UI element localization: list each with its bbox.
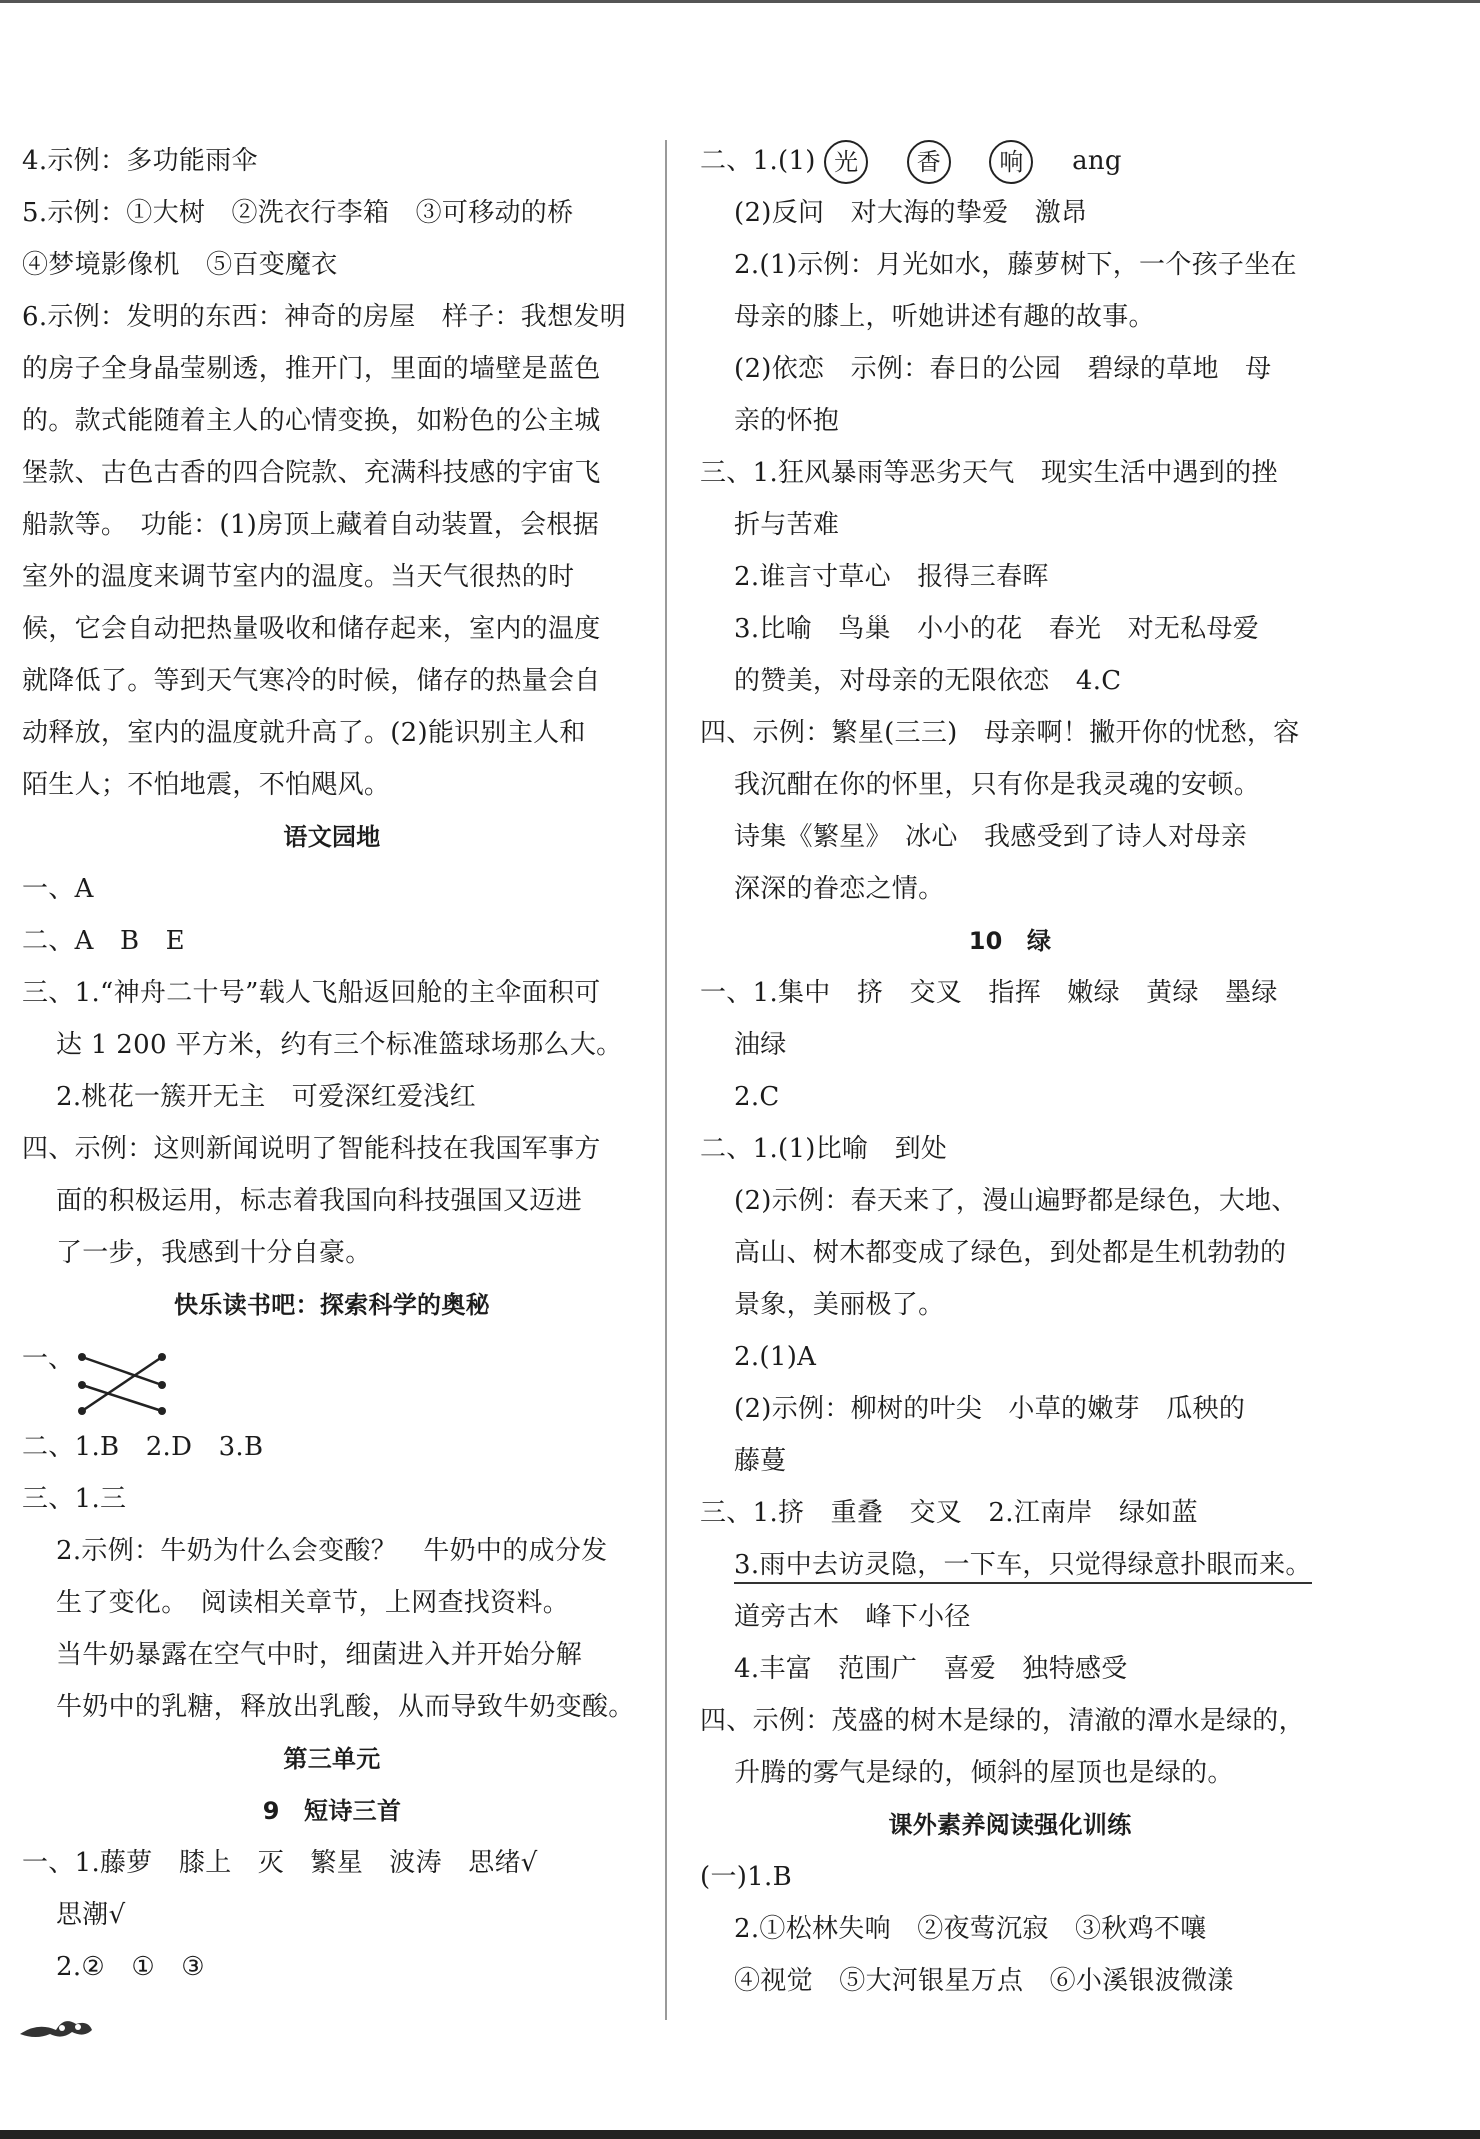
answer-line: ④梦境影像机 ⑤百变魔衣: [22, 250, 338, 280]
answer-line: 了一步，我感到十分自豪。: [56, 1238, 372, 1268]
answer-line: (2)反问 对大海的挚爱 激昂: [734, 198, 1088, 228]
answer-line: 动释放，室内的温度就升高了。(2)能识别主人和: [22, 718, 586, 748]
circled-character: 光: [824, 140, 868, 184]
answer-line: ④视觉 ⑤大河银星万点 ⑥小溪银波微漾: [734, 1966, 1234, 1996]
answer-line: 一、1.藤萝 膝上 灭 繁星 波涛 思绪√: [22, 1848, 538, 1878]
answer-line: 二、1.B 2.D 3.B: [22, 1432, 264, 1462]
answer-line: 深深的眷恋之情。: [734, 874, 945, 904]
answer-line: 道旁古木 峰下小径: [734, 1602, 971, 1632]
answer-line: 的赞美，对母亲的无限依恋 4.C: [734, 666, 1122, 696]
top-rule: [0, 0, 1480, 3]
answer-line: 2.谁言寸草心 报得三春晖: [734, 562, 1049, 592]
answer-line: 景象，美丽极了。: [734, 1290, 945, 1320]
section-heading: 快乐读书吧：探索科学的奥秘: [174, 1291, 490, 1319]
matching-lines-diagram: [40, 1341, 180, 1421]
section-heading: 语文园地: [283, 823, 381, 851]
left-column: [22, 135, 642, 1993]
match-line: [82, 1357, 162, 1385]
answer-prefix: 二、1.(1): [700, 146, 816, 176]
match-line: [82, 1385, 162, 1411]
answer-line: 2.①松林失响 ②夜莺沉寂 ③秋鸡不嚷: [734, 1914, 1207, 1944]
answer-line: 4.示例：多功能雨伞: [22, 146, 258, 176]
circled-character: 香: [907, 140, 951, 184]
answer-line: 牛奶中的乳糖，释放出乳酸，从而导致牛奶变酸。: [56, 1692, 635, 1722]
answer-line: 就降低了。等到天气寒冷的时候，储存的热量会自: [22, 666, 601, 696]
answer-line: 2.(1)示例：月光如水，藤萝树下，一个孩子坐在: [734, 250, 1297, 280]
answer-line: 的。款式能随着主人的心情变换，如粉色的公主城: [22, 406, 601, 436]
answer-line: 3.比喻 鸟巢 小小的花 春光 对无私母爱: [734, 614, 1260, 644]
answer-line: 4.丰富 范围广 喜爱 独特感受: [734, 1654, 1128, 1684]
answer-line: 三、1.挤 重叠 交叉 2.江南岸 绿如蓝: [700, 1498, 1198, 1528]
answer-line: 四、示例：茂盛的树木是绿的，清澈的潭水是绿的，: [700, 1706, 1305, 1736]
matching-prefix: 一、: [22, 1344, 75, 1374]
answer-line: 思潮√: [56, 1900, 126, 1930]
answer-line: 2.桃花一簇开无主 可爱深红爱浅红: [56, 1082, 476, 1112]
answer-line: 三、1.“神舟二十号”载人飞船返回舱的主伞面积可: [22, 978, 601, 1008]
answer-line: (一)1.B: [700, 1862, 793, 1892]
answer-line: 陌生人；不怕地震，不怕飓风。: [22, 770, 391, 800]
answer-line: 候，它会自动把热量吸收和储存起来，室内的温度: [22, 614, 601, 644]
answer-line: 2.示例：牛奶为什么会变酸？ 牛奶中的成分发: [56, 1536, 608, 1566]
bottom-rule: [0, 2130, 1480, 2139]
answer-line: 油绿: [734, 1030, 787, 1060]
answer-line: 一、1.集中 挤 交叉 指挥 嫩绿 黄绿 墨绿: [700, 978, 1278, 1008]
answer-line: 堡款、古色古香的四合院款、充满科技感的宇宙飞: [22, 458, 601, 488]
answer-line: 藤蔓: [734, 1446, 787, 1476]
answer-line: 升腾的雾气是绿的，倾斜的屋顶也是绿的。: [734, 1758, 1234, 1788]
unit-heading: 第三单元: [283, 1745, 381, 1773]
answer-line: 二、1.(1)比喻 到处: [700, 1134, 948, 1164]
answer-line: 的房子全身晶莹剔透，推开门，里面的墙壁是蓝色: [22, 354, 601, 384]
lesson-heading: 9 短诗三首: [262, 1797, 402, 1825]
answer-line: 折与苦难: [734, 510, 840, 540]
answer-line: 亲的怀抱: [734, 406, 840, 436]
answer-line: 诗集《繁星》 冰心 我感受到了诗人对母亲: [734, 822, 1248, 852]
answer-line: 一、A: [22, 874, 94, 904]
answer-line: 二、A B E: [22, 926, 185, 956]
column-divider: [665, 140, 667, 2020]
underlined-sentence: 3.雨中去访灵隐，一下车，只觉得绿意扑眼而来。: [734, 1550, 1312, 1584]
cloud-ornament-icon: [18, 2012, 98, 2042]
answer-line: 2.C: [734, 1082, 780, 1112]
answer-line: (2)示例：春天来了，漫山遍野都是绿色，大地、: [734, 1186, 1298, 1216]
answer-line: 达 1 200 平方米，约有三个标准篮球场那么大。: [56, 1030, 623, 1060]
section-heading: 课外素养阅读强化训练: [888, 1811, 1132, 1839]
match-line: [82, 1357, 162, 1411]
answer-line: 船款等。 功能：(1)房顶上藏着自动装置，会根据: [22, 510, 600, 540]
pinyin-answer: ang: [1072, 146, 1122, 176]
answer-line: 生了变化。 阅读相关章节，上网查找资料。: [56, 1588, 570, 1618]
answer-line: 6.示例：发明的东西：神奇的房屋 样子：我想发明: [22, 302, 627, 332]
answer-line: 5.示例：①大树 ②洗衣行李箱 ③可移动的桥: [22, 198, 574, 228]
right-column: [700, 135, 1320, 2007]
answer-line: (2)依恋 示例：春日的公园 碧绿的草地 母: [734, 354, 1272, 384]
answer-line: 高山、树木都变成了绿色，到处都是生机勃勃的: [734, 1238, 1287, 1268]
answer-line: 四、示例：繁星(三三) 母亲啊！撇开你的忧愁，容: [700, 718, 1300, 748]
answer-line: 我沉酣在你的怀里，只有你是我灵魂的安顿。: [734, 770, 1261, 800]
answer-line: (2)示例：柳树的叶尖 小草的嫩芽 瓜秧的: [734, 1394, 1246, 1424]
answer-line: [700, 135, 1320, 187]
answer-line: 四、示例：这则新闻说明了智能科技在我国军事方: [22, 1134, 601, 1164]
answer-line: 2.② ① ③: [56, 1952, 205, 1982]
lesson-heading: 10 绿: [968, 927, 1052, 955]
answer-line: 室外的温度来调节室内的温度。当天气很热的时: [22, 562, 575, 592]
answer-line: 三、1.狂风暴雨等恶劣天气 现实生活中遇到的挫: [700, 458, 1278, 488]
answer-line: 面的积极运用，标志着我国向科技强国又迈进: [56, 1186, 583, 1216]
answer-line: [700, 1539, 1320, 1591]
answer-line: 母亲的膝上，听她讲述有趣的故事。: [734, 302, 1155, 332]
answer-line: 2.(1)A: [734, 1342, 817, 1372]
answer-line: 当牛奶暴露在空气中时，细菌进入并开始分解: [56, 1640, 583, 1670]
circled-character: 响: [989, 140, 1033, 184]
answer-line: 三、1.三: [22, 1484, 127, 1514]
matching-answer: [22, 1331, 642, 1421]
